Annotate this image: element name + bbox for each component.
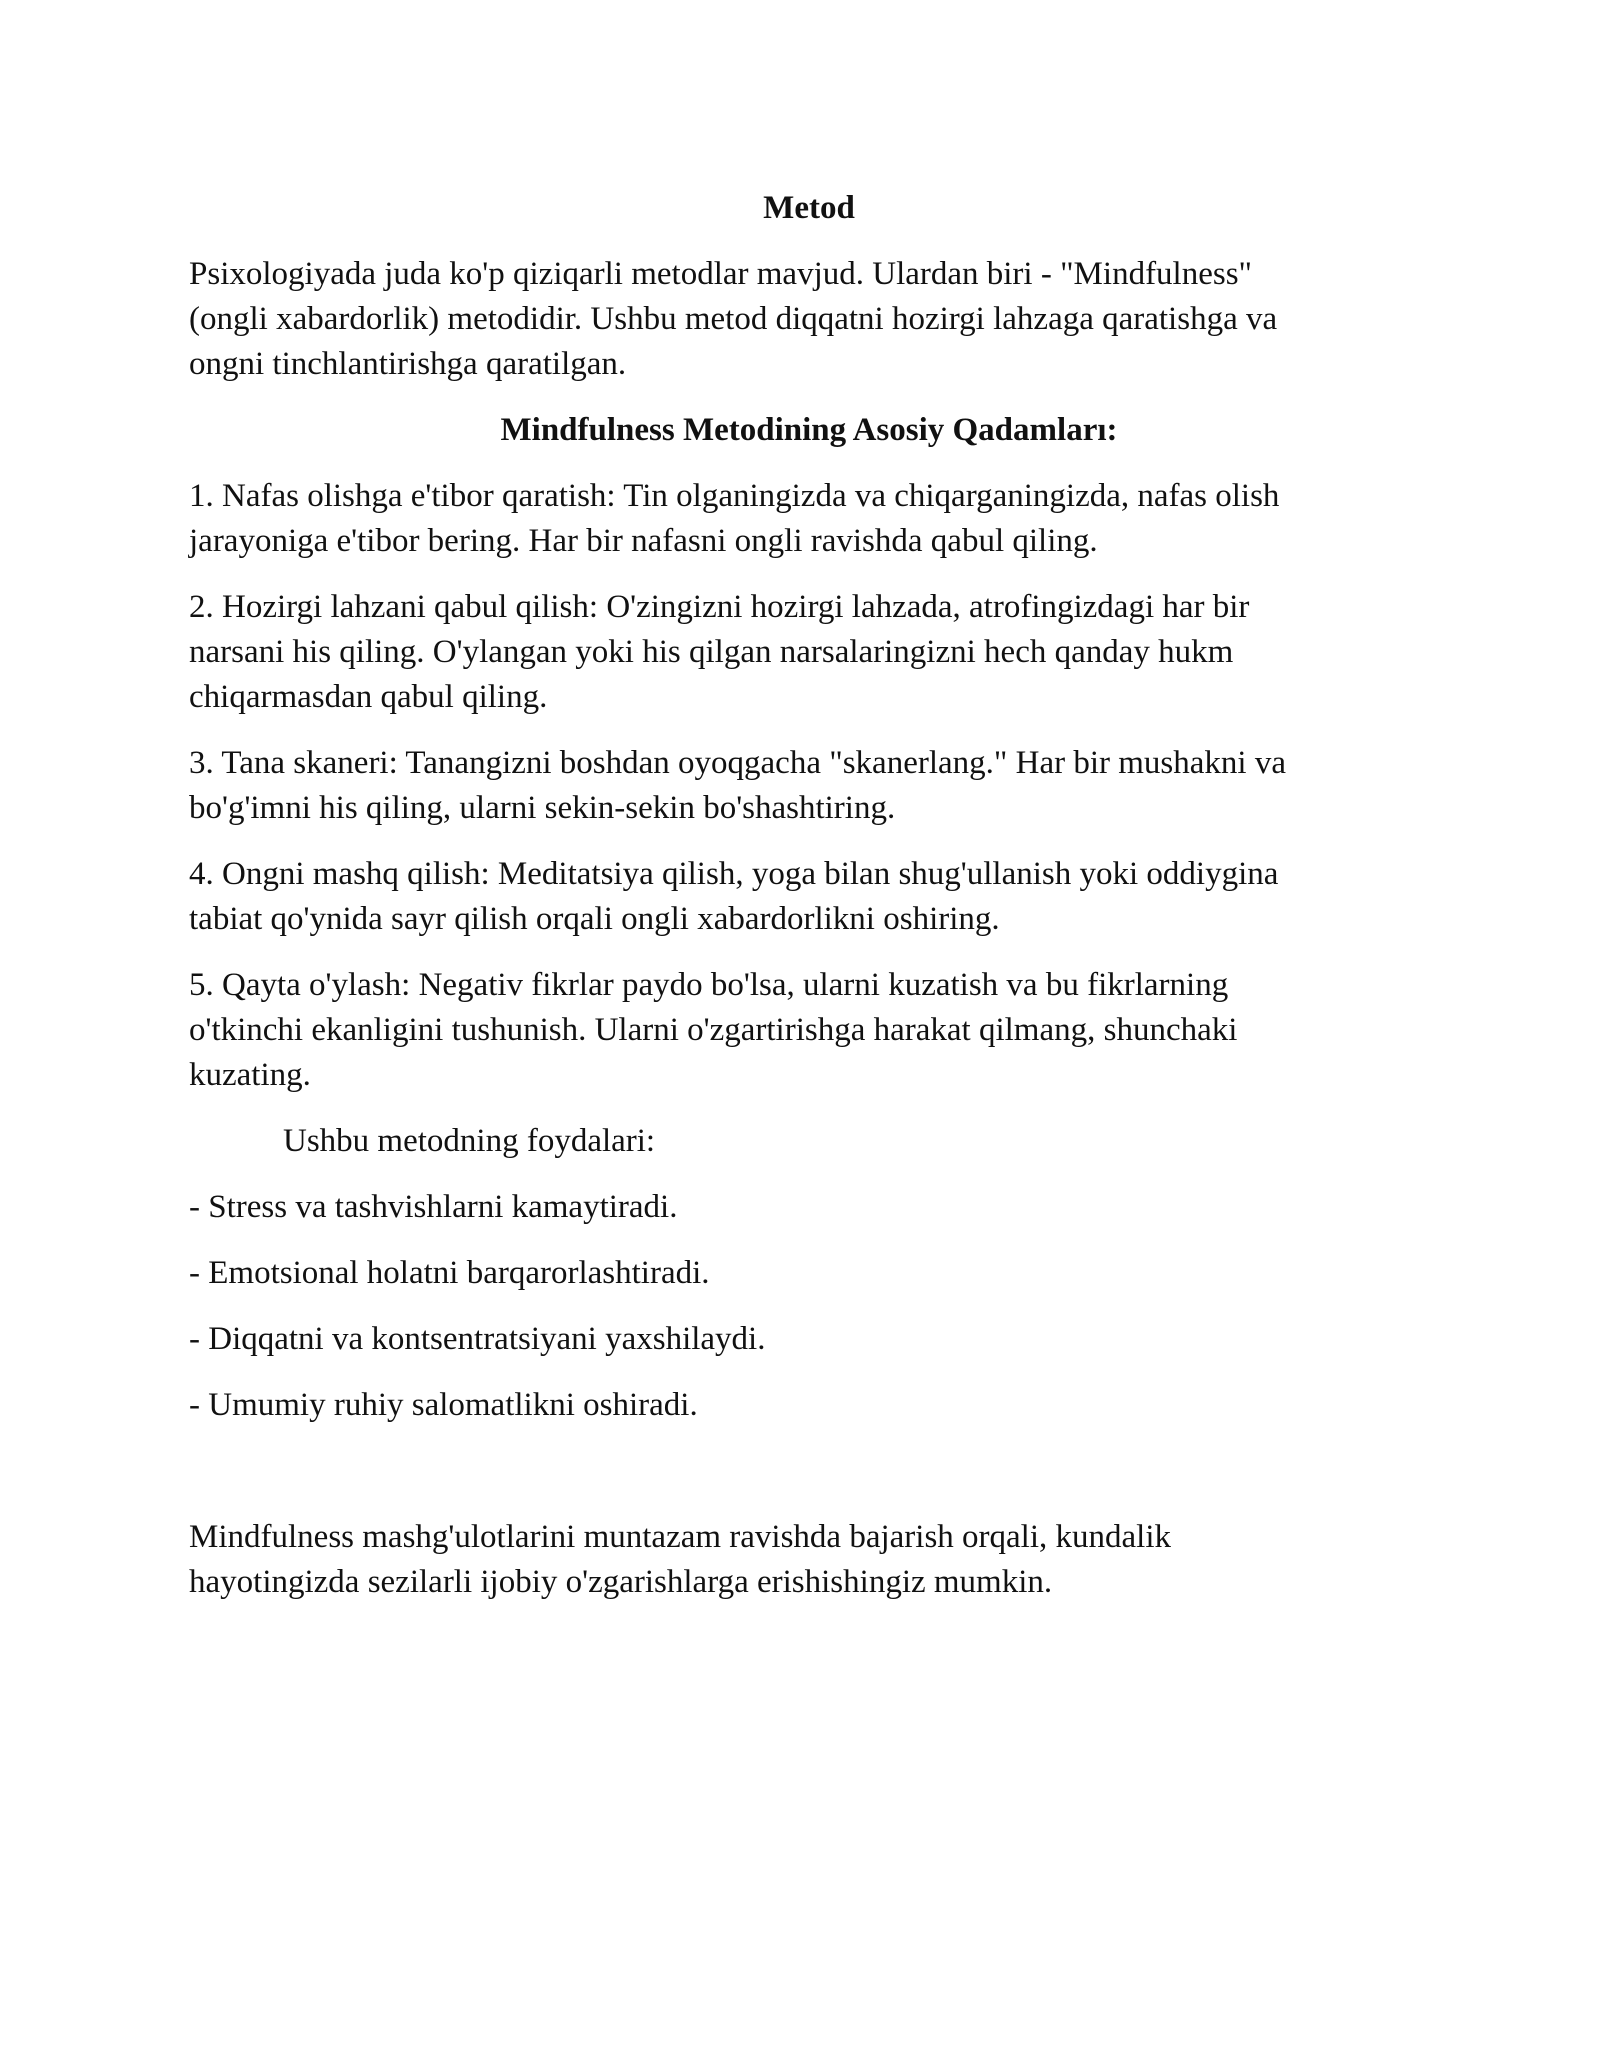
step-4-paragraph xyxy=(189,852,1429,942)
step-line: chiqarmasdan qabul qiling. xyxy=(189,679,548,715)
step-line: o'tkinchi ekanligini tushunish. Ularni o'zgartirishga harakat qilmang, shunchaki xyxy=(189,1012,1238,1048)
steps-heading: Mindfulness Metodining Asosiy Qadamları: xyxy=(500,412,1118,448)
step-3-paragraph xyxy=(189,741,1429,831)
conclusion-line: Mindfulness mashg'ulotlarini muntazam ravishda bajarish orqali, kundalik xyxy=(189,1519,1171,1555)
step-line: 2. Hozirgi lahzani qabul qilish: O'zingizni hozirgi lahzada, atrofingizdagi har bir xyxy=(189,589,1250,625)
conclusion-paragraph xyxy=(189,1515,1429,1605)
step-line: 3. Tana skaneri: Tanangizni boshdan oyoqgacha "skanerlang." Har bir mushakni va xyxy=(189,745,1286,781)
step-line: 4. Ongni mashq qilish: Meditatsiya qilish, yoga bilan shug'ullanish yoki oddiygina xyxy=(189,856,1279,892)
benefit-item: - Emotsional holatni barqarorlashtiradi. xyxy=(189,1255,710,1291)
step-line: bo'g'imni his qiling, ularni sekin-sekin bo'shashtiring. xyxy=(189,790,896,826)
step-line: kuzating. xyxy=(189,1057,311,1093)
step-line: jarayoniga e'tibor bering. Har bir nafasni ongli ravishda qabul qiling. xyxy=(189,523,1098,559)
blank-line xyxy=(189,1449,1429,1515)
benefits-heading: Ushbu metodning foydalari: xyxy=(283,1123,656,1159)
benefit-item: - Umumiy ruhiy salomatlikni oshiradi. xyxy=(189,1387,698,1423)
intro-paragraph xyxy=(189,252,1429,387)
step-2-paragraph xyxy=(189,585,1429,720)
step-5-paragraph xyxy=(189,963,1429,1098)
intro-line: (ongli xabardorlik) metodidir. Ushbu metod diqqatni hozirgi lahzaga qaratishga va xyxy=(189,301,1278,337)
conclusion-line: hayotingizda sezilarli ijobiy o'zgarishlarga erishishingiz mumkin. xyxy=(189,1564,1053,1600)
step-line: 1. Nafas olishga e'tibor qaratish: Tin olganingizda va chiqarganingizda, nafas olish xyxy=(189,478,1280,514)
step-line: tabiat qo'ynida sayr qilish orqali ongli xabardorlikni oshiring. xyxy=(189,901,1000,937)
intro-line: Psixologiyada juda ko'p qiziqarli metodlar mavjud. Ulardan biri - "Mindfulness" xyxy=(189,256,1253,292)
benefit-item: - Stress va tashvishlarni kamaytiradi. xyxy=(189,1189,678,1225)
benefit-item: - Diqqatni va kontsentratsiyani yaxshilaydi. xyxy=(189,1321,766,1357)
step-line: narsani his qiling. O'ylangan yoki his qilgan narsalaringizni hech qanday hukm xyxy=(189,634,1234,670)
document-title: Metod xyxy=(763,190,855,226)
document-body xyxy=(189,186,1429,1626)
step-1-paragraph xyxy=(189,474,1429,564)
step-line: 5. Qayta o'ylash: Negativ fikrlar paydo bo'lsa, ularni kuzatish va bu fikrlarning xyxy=(189,967,1229,1003)
intro-line: ongni tinchlantirishga qaratilgan. xyxy=(189,346,627,382)
